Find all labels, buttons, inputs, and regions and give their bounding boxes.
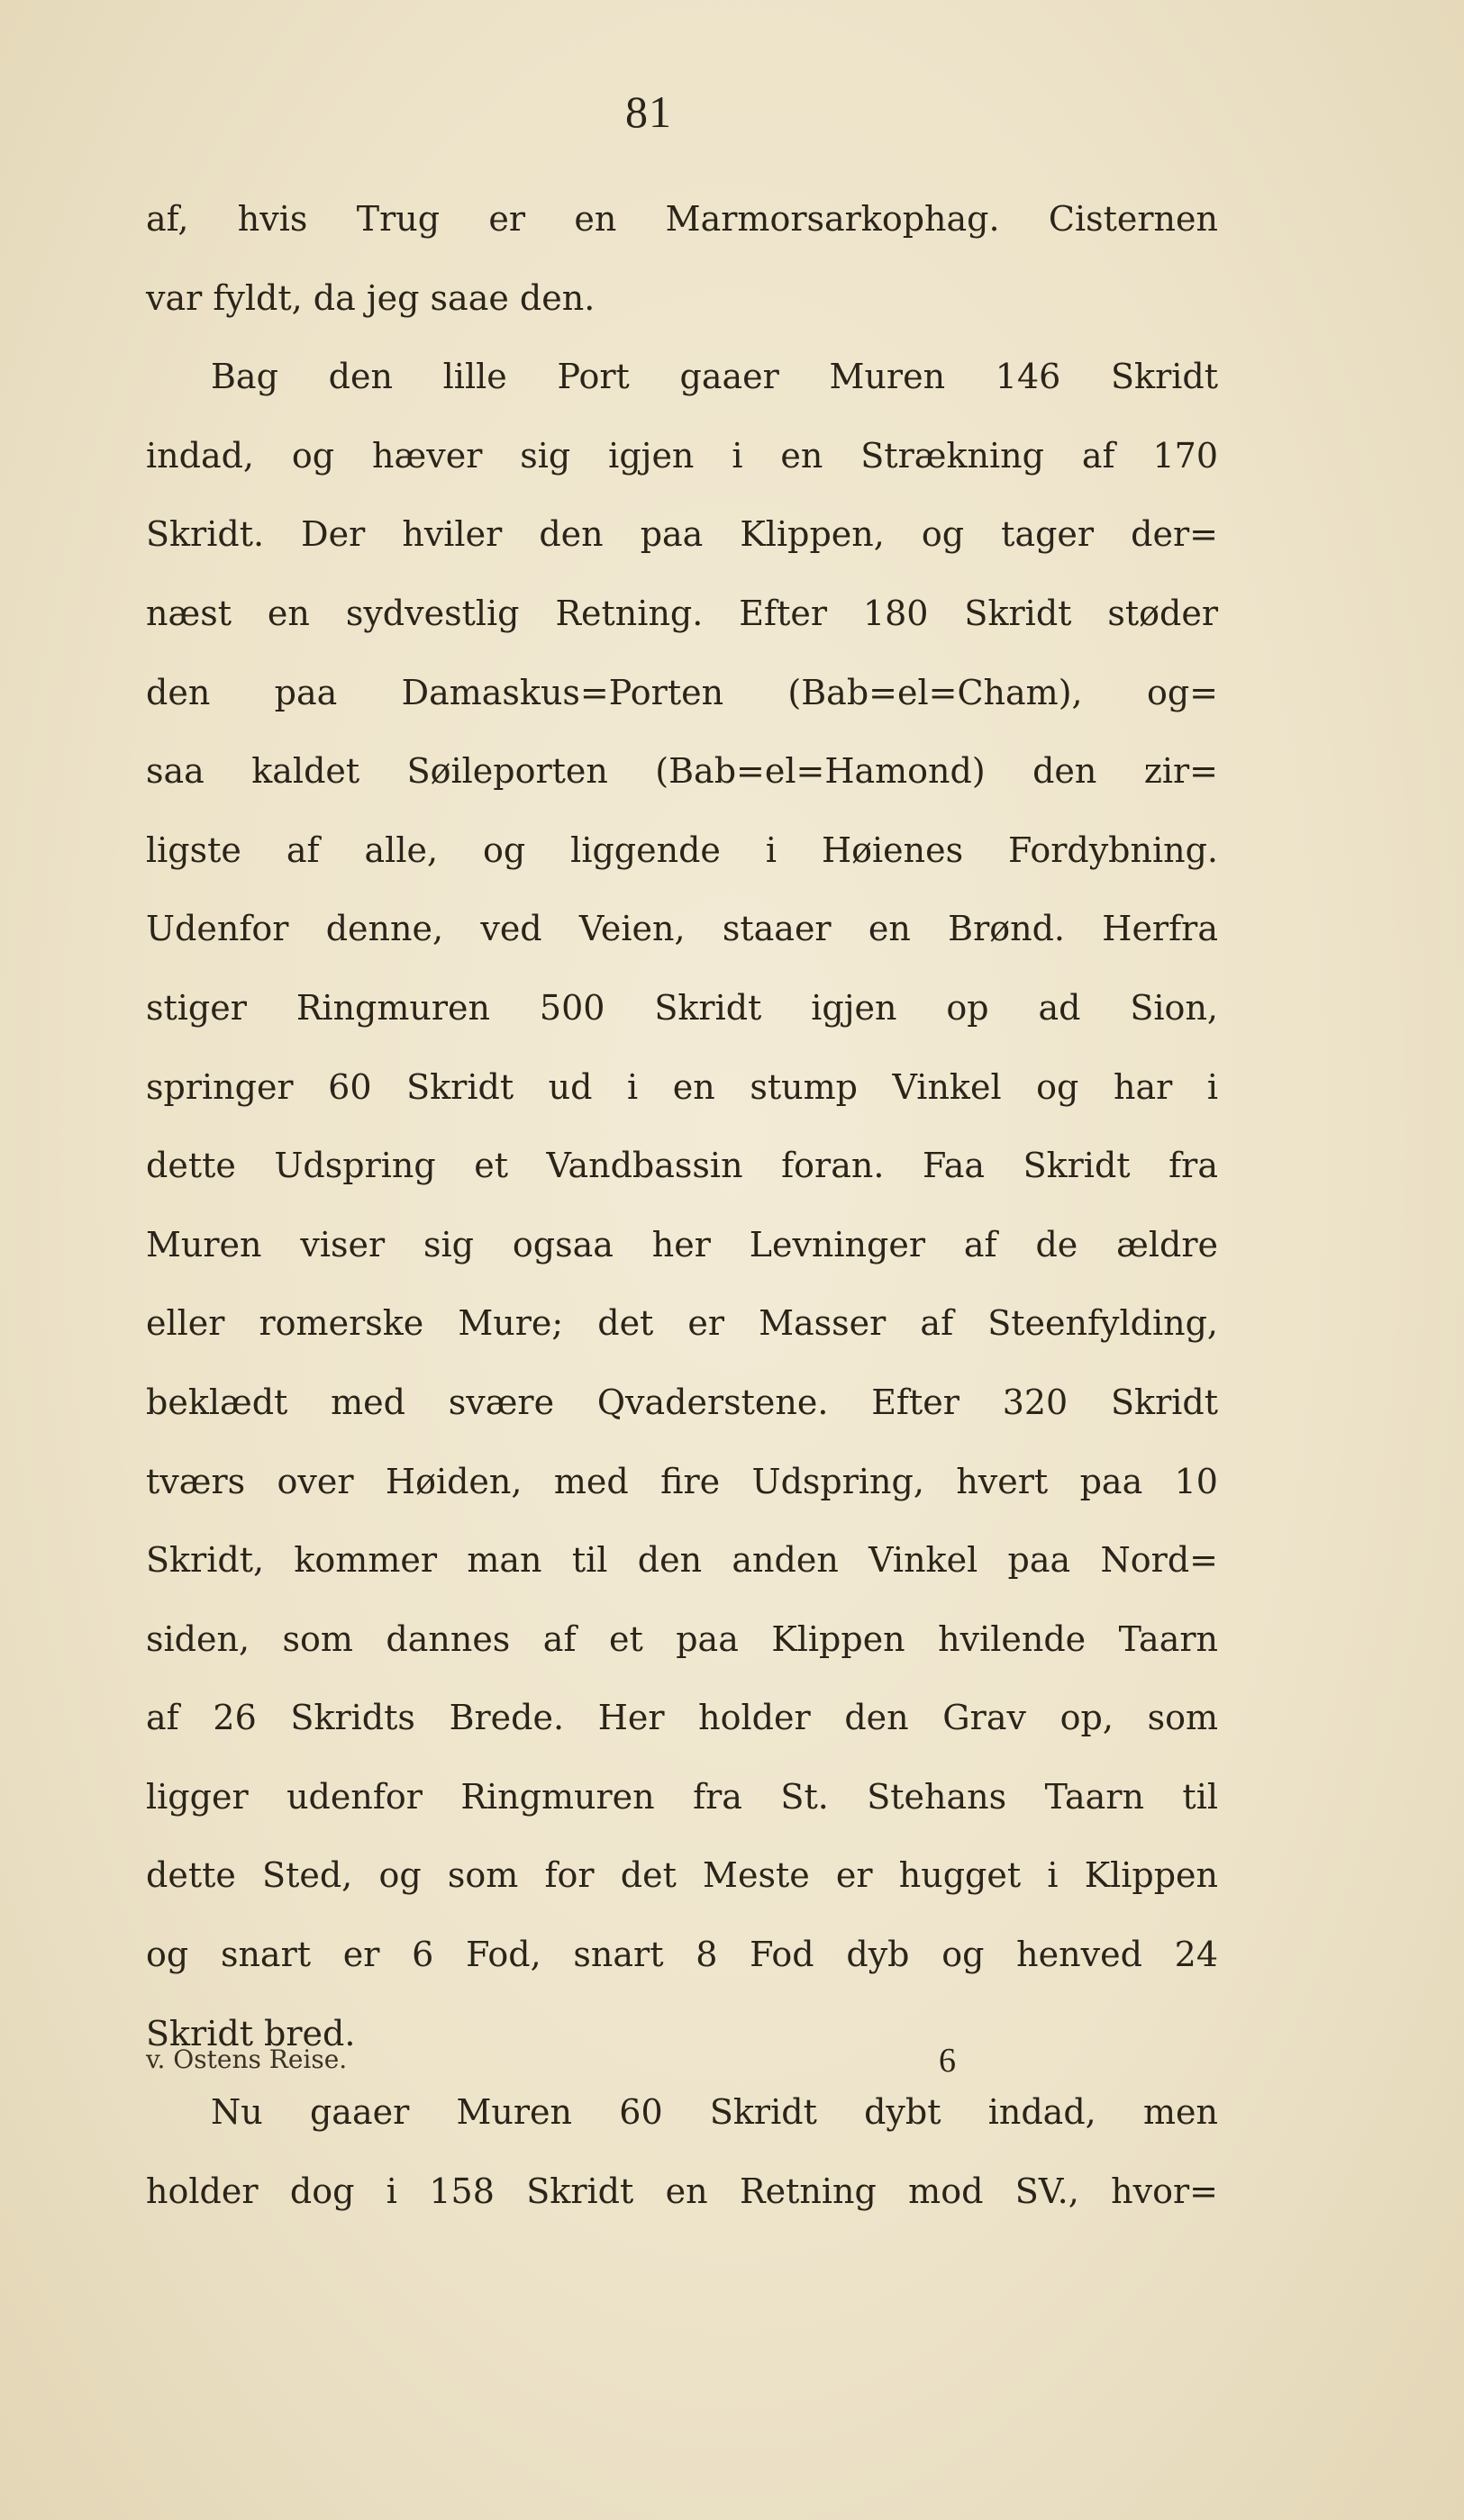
signature-mark: v. Ostens Reise.: [146, 2044, 348, 2074]
text-line: beklædt med svære Qvaderstene. Efter 320 Skridt: [146, 1382, 1218, 1422]
text-line: Skridt, kommer man til den anden Vinkel paa Nord=: [146, 1540, 1218, 1581]
text-line: Bag den lille Port gaaer Muren 146 Skridt: [211, 357, 1218, 397]
text-line: Nu gaaer Muren 60 Skridt dybt indad, men: [211, 2092, 1218, 2133]
text-line: næst en sydvestlig Retning. Efter 180 Skridt støder: [146, 593, 1218, 633]
text-line: springer 60 Skridt ud i en stump Vinkel og har i: [146, 1066, 1218, 1107]
text-line: siden, som dannes af et paa Klippen hvilende Taarn: [146, 1618, 1218, 1659]
page-footer: [146, 2044, 1218, 2098]
text-line: og snart er 6 Fod, snart 8 Fod dyb og henved 24: [146, 1935, 1218, 1975]
text-line: Udenfor denne, ved Veien, staaer en Brønd. Herfra: [146, 909, 1218, 949]
text-line: Muren viser sig ogsaa her Levninger af de ældre: [146, 1224, 1218, 1265]
text-line: stiger Ringmuren 500 Skridt igjen op ad Sion,: [146, 987, 1218, 1028]
text-line: indad, og hæver sig igjen i en Strækning af 170: [146, 435, 1218, 476]
text-line: Skridt bred.: [146, 2013, 356, 2053]
text-line: holder dog i 158 Skridt en Retning mod SV., hvor=: [146, 2171, 1218, 2211]
text-line: af, hvis Trug er en Marmorsarkophag. Cisternen: [146, 199, 1218, 239]
text-line: var fyldt, da jeg saae den.: [146, 277, 596, 318]
text-line: saa kaldet Søileporten (Bab=el=Hamond) den zir=: [146, 751, 1218, 792]
text-line: ligste af alle, og liggende i Høienes Fordybning.: [146, 829, 1218, 870]
text-line: tværs over Høiden, med fire Udspring, hvert paa 10: [146, 1461, 1218, 1501]
text-line: eller romerske Mure; det er Masser af Steenfylding,: [146, 1303, 1218, 1344]
text-line: ligger udenfor Ringmuren fra St. Stehans Taarn til: [146, 1776, 1218, 1817]
text-line: Skridt. Der hviler den paa Klippen, og tager der=: [146, 514, 1218, 555]
text-line: dette Udspring et Vandbassin foran. Faa Skridt fra: [146, 1146, 1218, 1186]
text-line: den paa Damaskus=Porten (Bab=el=Cham), og=: [146, 672, 1218, 712]
text-line: af 26 Skridts Brede. Her holder den Grav op, som: [146, 1698, 1218, 1738]
body-text: [146, 180, 1218, 2231]
text-line: dette Sted, og som for det Meste er hugget i Klippen: [146, 1855, 1218, 1896]
page-number: 81: [625, 86, 672, 137]
sheet-number: 6: [939, 2042, 956, 2080]
